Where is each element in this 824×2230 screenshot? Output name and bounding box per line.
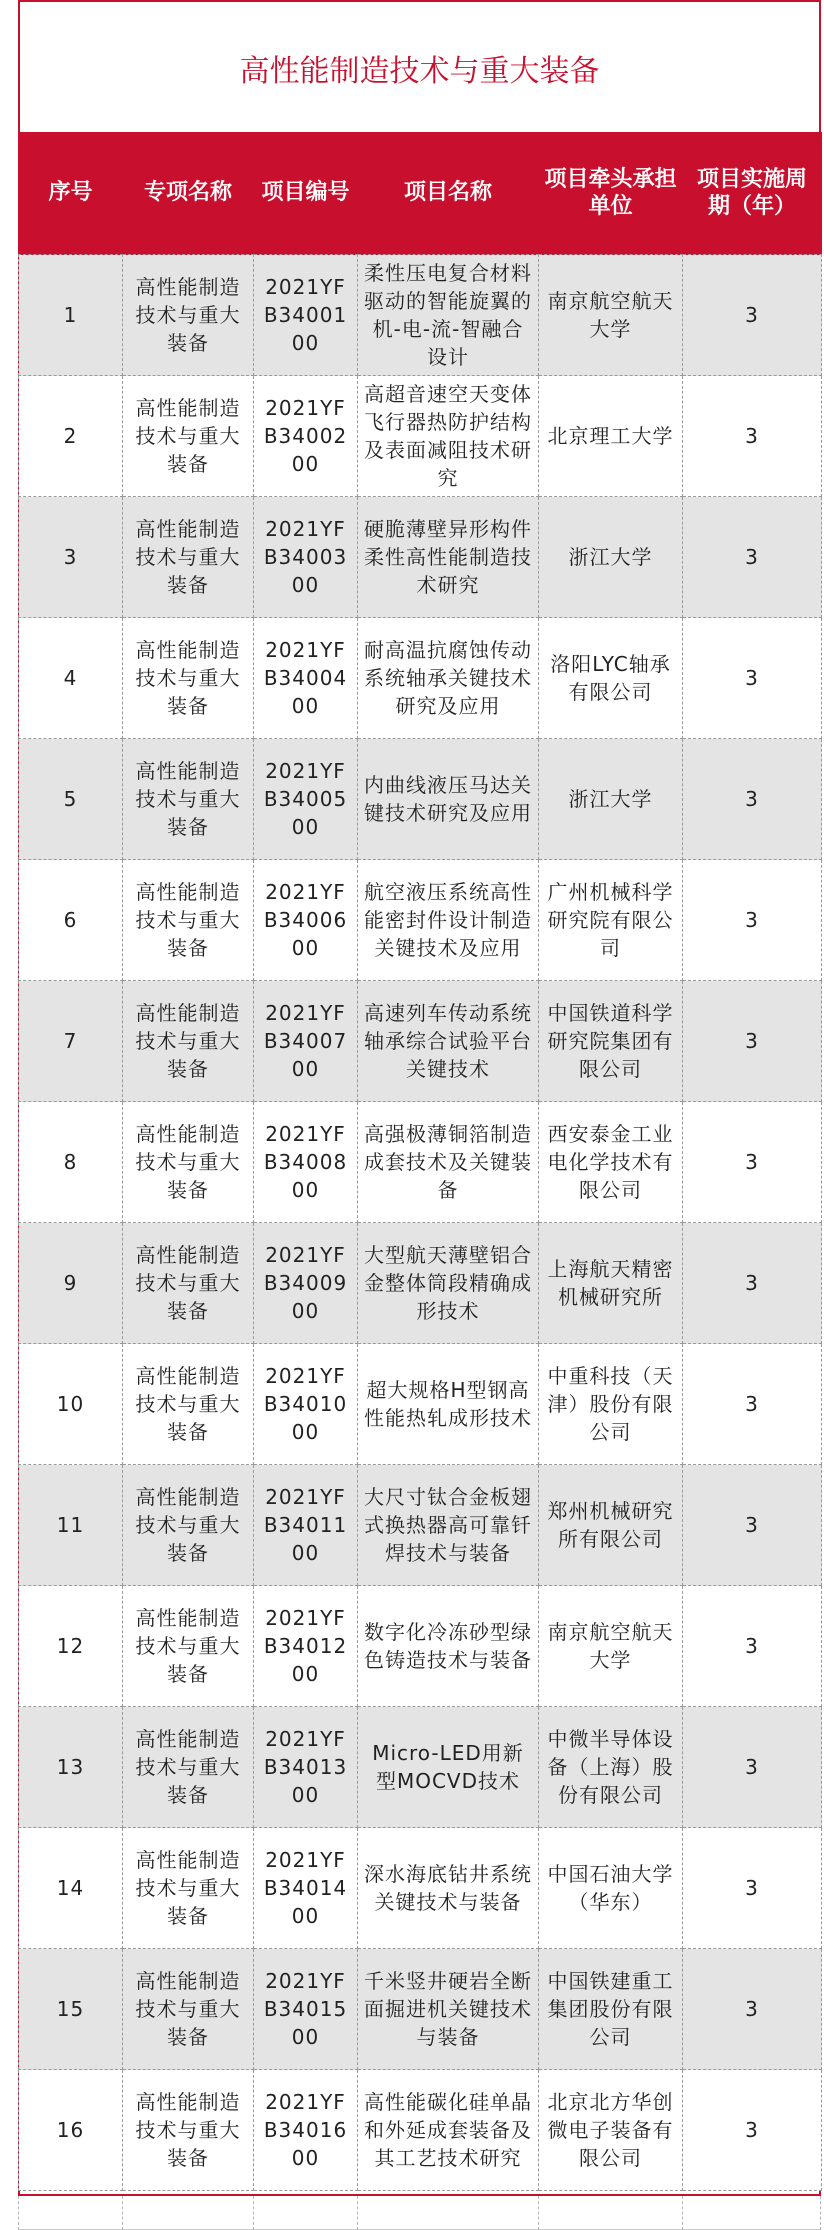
- cell-code: 2021YFB3400400: [254, 618, 358, 739]
- cell-cycle: 3: [683, 860, 822, 981]
- table-row: [19, 2070, 822, 2191]
- cell-unit: 中国石油大学（华东）: [539, 1828, 683, 1949]
- cell-unit: 南京航空航天大学: [539, 255, 683, 376]
- cell-seq: 8: [19, 1102, 123, 1223]
- cell-program: 高性能制造技术与重大装备: [123, 1949, 254, 2070]
- cell-cycle: 3: [683, 1828, 822, 1949]
- table-sheet: [18, 0, 821, 2230]
- cell-seq: 13: [19, 1707, 123, 1828]
- cell-cycle: 3: [683, 981, 822, 1102]
- cell-cycle: 3: [683, 1223, 822, 1344]
- cell-code: 2021YFB3400300: [254, 497, 358, 618]
- cell-program: 高性能制造技术与重大装备: [123, 739, 254, 860]
- cell-unit: 洛阳LYC轴承有限公司: [539, 618, 683, 739]
- table-row: [19, 255, 822, 376]
- cell-cycle: 3: [683, 255, 822, 376]
- header-code: 项目编号: [254, 132, 358, 255]
- cell-cycle: 3: [683, 497, 822, 618]
- footer-cell: [682, 2196, 821, 2230]
- table-row: [19, 497, 822, 618]
- table-row: [19, 1465, 822, 1586]
- footer-cell: [122, 2196, 253, 2230]
- cell-unit: 上海航天精密机械研究所: [539, 1223, 683, 1344]
- cell-program: 高性能制造技术与重大装备: [123, 1223, 254, 1344]
- cell-cycle: 3: [683, 2070, 822, 2191]
- cell-seq: 11: [19, 1465, 123, 1586]
- footer-cell: [357, 2196, 538, 2230]
- cell-code: 2021YFB3400800: [254, 1102, 358, 1223]
- cell-unit: 南京航空航天大学: [539, 1586, 683, 1707]
- cell-cycle: 3: [683, 1344, 822, 1465]
- cell-name: 深水海底钻井系统关键技术与装备: [358, 1828, 539, 1949]
- cell-name: 硬脆薄壁异形构件柔性高性能制造技术研究: [358, 497, 539, 618]
- cell-seq: 12: [19, 1586, 123, 1707]
- cell-seq: 15: [19, 1949, 123, 2070]
- table-row: [19, 1102, 822, 1223]
- cell-code: 2021YFB3401200: [254, 1586, 358, 1707]
- cell-seq: 5: [19, 739, 123, 860]
- cell-program: 高性能制造技术与重大装备: [123, 981, 254, 1102]
- cell-seq: 6: [19, 860, 123, 981]
- cell-cycle: 3: [683, 1949, 822, 2070]
- cell-unit: 西安泰金工业电化学技术有限公司: [539, 1102, 683, 1223]
- cell-unit: 中微半导体设备（上海）股份有限公司: [539, 1707, 683, 1828]
- cell-seq: 7: [19, 981, 123, 1102]
- cell-unit: 中国铁道科学研究院集团有限公司: [539, 981, 683, 1102]
- table-row: [19, 1344, 822, 1465]
- cell-program: 高性能制造技术与重大装备: [123, 1344, 254, 1465]
- projects-table: [18, 132, 822, 2191]
- cell-name: 超大规格H型钢高性能热轧成形技术: [358, 1344, 539, 1465]
- cell-name: 柔性压电复合材料驱动的智能旋翼的机-电-流-智融合设计: [358, 255, 539, 376]
- cell-program: 高性能制造技术与重大装备: [123, 376, 254, 497]
- cell-name: 数字化冷冻砂型绿色铸造技术与装备: [358, 1586, 539, 1707]
- cell-program: 高性能制造技术与重大装备: [123, 618, 254, 739]
- cell-cycle: 3: [683, 1465, 822, 1586]
- table-row: [19, 860, 822, 981]
- cell-seq: 1: [19, 255, 123, 376]
- cell-unit: 浙江大学: [539, 739, 683, 860]
- cell-program: 高性能制造技术与重大装备: [123, 1707, 254, 1828]
- header-cycle: 项目实施周期（年）: [683, 132, 822, 255]
- cell-program: 高性能制造技术与重大装备: [123, 1465, 254, 1586]
- cell-unit: 广州机械科学研究院有限公司: [539, 860, 683, 981]
- cell-seq: 10: [19, 1344, 123, 1465]
- table-row: [19, 739, 822, 860]
- table-row: [19, 1949, 822, 2070]
- cell-unit: 郑州机械研究所有限公司: [539, 1465, 683, 1586]
- table-row: [19, 1707, 822, 1828]
- cell-name: 高性能碳化硅单晶和外延成套装备及其工艺技术研究: [358, 2070, 539, 2191]
- cell-seq: 3: [19, 497, 123, 618]
- cell-seq: 9: [19, 1223, 123, 1344]
- table-row: [19, 618, 822, 739]
- cell-unit: 北京北方华创微电子装备有限公司: [539, 2070, 683, 2191]
- cell-name: 高强极薄铜箔制造成套技术及关键装备: [358, 1102, 539, 1223]
- cell-cycle: 3: [683, 376, 822, 497]
- cell-program: 高性能制造技术与重大装备: [123, 497, 254, 618]
- table-row: [19, 1828, 822, 1949]
- cell-code: 2021YFB3401300: [254, 1707, 358, 1828]
- cell-cycle: 3: [683, 1586, 822, 1707]
- cell-unit: 北京理工大学: [539, 376, 683, 497]
- cell-code: 2021YFB3400700: [254, 981, 358, 1102]
- cell-unit: 浙江大学: [539, 497, 683, 618]
- cell-cycle: 3: [683, 618, 822, 739]
- table-header-row: [19, 132, 822, 255]
- cell-seq: 2: [19, 376, 123, 497]
- cell-cycle: 3: [683, 1102, 822, 1223]
- cell-name: 航空液压系统高性能密封件设计制造关键技术及应用: [358, 860, 539, 981]
- page-title: 高性能制造技术与重大装备: [239, 54, 600, 89]
- cell-code: 2021YFB3400900: [254, 1223, 358, 1344]
- cell-cycle: 3: [683, 739, 822, 860]
- cell-program: 高性能制造技术与重大装备: [123, 2070, 254, 2191]
- table-row: [19, 1586, 822, 1707]
- cell-code: 2021YFB3401400: [254, 1828, 358, 1949]
- cell-code: 2021YFB3401000: [254, 1344, 358, 1465]
- header-unit: 项目牵头承担单位: [539, 132, 683, 255]
- cell-program: 高性能制造技术与重大装备: [123, 1102, 254, 1223]
- cell-unit: 中重科技（天津）股份有限公司: [539, 1344, 683, 1465]
- cell-code: 2021YFB3401100: [254, 1465, 358, 1586]
- cell-code: 2021YFB3400200: [254, 376, 358, 497]
- cell-program: 高性能制造技术与重大装备: [123, 1828, 254, 1949]
- footer-cell: [538, 2196, 682, 2230]
- footer-cell: [18, 2196, 122, 2230]
- cell-seq: 16: [19, 2070, 123, 2191]
- table-row: [19, 981, 822, 1102]
- cell-program: 高性能制造技术与重大装备: [123, 1586, 254, 1707]
- cell-unit: 中国铁建重工集团股份有限公司: [539, 1949, 683, 2070]
- cell-seq: 14: [19, 1828, 123, 1949]
- cell-code: 2021YFB3400600: [254, 860, 358, 981]
- cell-code: 2021YFB3401600: [254, 2070, 358, 2191]
- table-footer-gridlines: [18, 2196, 821, 2230]
- cell-name: 千米竖井硬岩全断面掘进机关键技术与装备: [358, 1949, 539, 2070]
- cell-code: 2021YFB3401500: [254, 1949, 358, 2070]
- cell-name: 内曲线液压马达关键技术研究及应用: [358, 739, 539, 860]
- cell-name: 大尺寸钛合金板翅式换热器高可靠钎焊技术与装备: [358, 1465, 539, 1586]
- table-row: [19, 376, 822, 497]
- cell-code: 2021YFB3400100: [254, 255, 358, 376]
- header-program: 专项名称: [123, 132, 254, 255]
- cell-cycle: 3: [683, 1707, 822, 1828]
- cell-name: 大型航天薄壁铝合金整体筒段精确成形技术: [358, 1223, 539, 1344]
- cell-name: 耐高温抗腐蚀传动系统轴承关键技术研究及应用: [358, 618, 539, 739]
- cell-name: 高速列车传动系统轴承综合试验平台关键技术: [358, 981, 539, 1102]
- cell-name: Micro-LED用新型MOCVD技术: [358, 1707, 539, 1828]
- header-seq: 序号: [19, 132, 123, 255]
- cell-program: 高性能制造技术与重大装备: [123, 255, 254, 376]
- cell-seq: 4: [19, 618, 123, 739]
- cell-program: 高性能制造技术与重大装备: [123, 860, 254, 981]
- header-name: 项目名称: [358, 132, 539, 255]
- cell-name: 高超音速空天变体飞行器热防护结构及表面减阻技术研究: [358, 376, 539, 497]
- table-row: [19, 1223, 822, 1344]
- footer-cell: [253, 2196, 357, 2230]
- cell-code: 2021YFB3400500: [254, 739, 358, 860]
